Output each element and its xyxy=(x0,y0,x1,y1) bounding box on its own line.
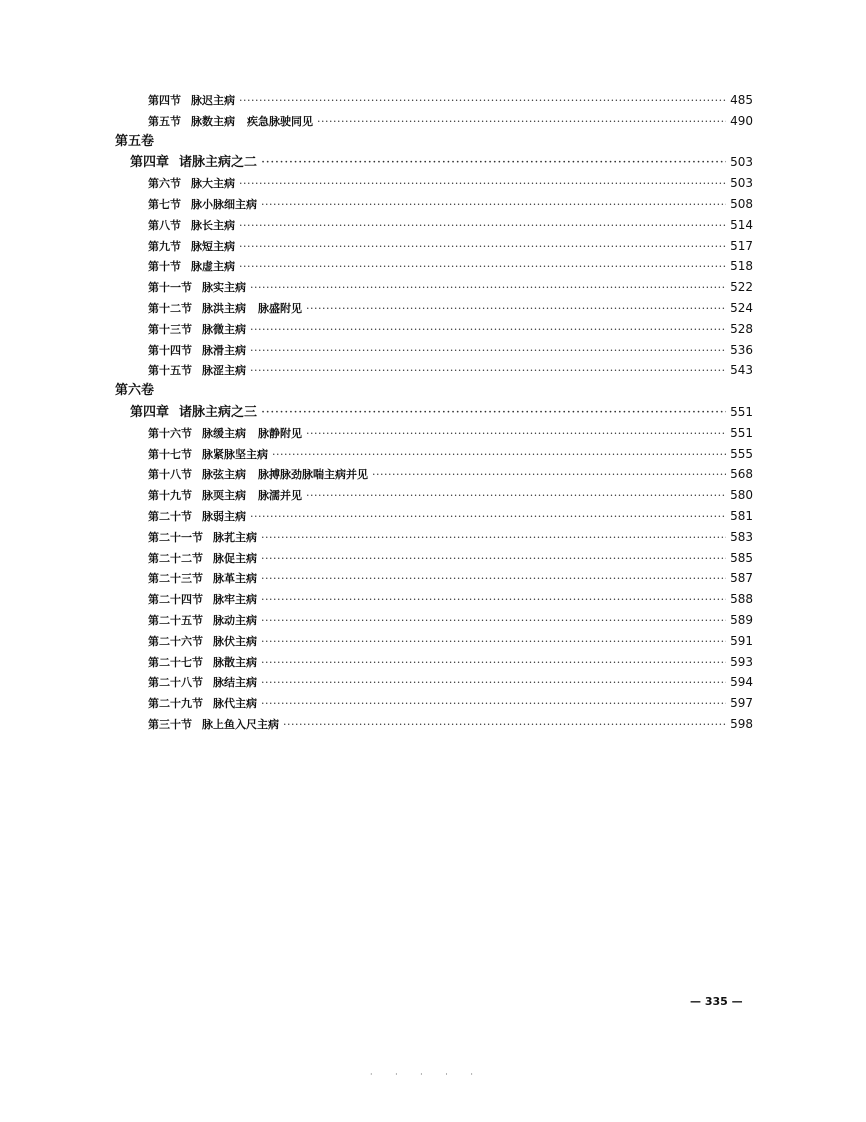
entry-page-number: 583 xyxy=(730,529,753,544)
entry-page-number: 555 xyxy=(730,446,753,461)
entry-title: 脉革主病 xyxy=(213,572,257,586)
entry-number: 第八节 xyxy=(148,218,181,232)
leader-dots xyxy=(261,153,726,173)
entry-number: 第二十八节 xyxy=(148,676,203,690)
section-entry[interactable] xyxy=(148,111,753,131)
leader-dots xyxy=(250,341,726,361)
leader-dots xyxy=(261,673,726,693)
leader-dots xyxy=(261,403,726,423)
section-entry[interactable] xyxy=(148,256,753,276)
leader-dots xyxy=(250,361,726,381)
entry-title: 脉散主病 xyxy=(213,655,257,669)
entry-number: 第二十二节 xyxy=(148,551,203,565)
entry-title: 脉芤主病 xyxy=(213,530,257,544)
entry-number: 第十四节 xyxy=(148,343,192,357)
section-entry[interactable] xyxy=(148,693,753,713)
entry-title: 脉结主病 xyxy=(213,676,257,690)
leader-dots xyxy=(261,632,726,652)
section-entry[interactable] xyxy=(148,173,753,193)
entry-title: 脉短主病 xyxy=(191,239,235,253)
entry-number: 第四章 xyxy=(130,405,170,420)
entry-title: 脉大主病 xyxy=(191,177,235,191)
section-entry[interactable] xyxy=(148,568,753,588)
entry-page-number: 503 xyxy=(730,176,753,191)
section-entry[interactable] xyxy=(148,319,753,339)
entry-number: 第十七节 xyxy=(148,447,192,461)
entry-number: 第二十六节 xyxy=(148,634,203,648)
entry-note: 脉盛附见 xyxy=(258,302,302,315)
entry-page-number: 485 xyxy=(730,93,753,107)
entry-title: 脉伏主病 xyxy=(213,634,257,648)
entry-number: 第四章 xyxy=(130,155,170,171)
entry-page-number: 503 xyxy=(730,155,753,170)
leader-dots xyxy=(250,278,726,298)
section-entry[interactable] xyxy=(148,527,753,547)
entry-title: 脉耎主病 xyxy=(202,489,246,503)
leader-dots xyxy=(283,715,726,735)
entry-page-number: 508 xyxy=(730,197,753,211)
entry-number: 第九节 xyxy=(148,239,181,253)
entry-page-number: 585 xyxy=(730,550,753,565)
entry-title: 脉微主病 xyxy=(202,322,246,336)
leader-dots xyxy=(306,424,726,444)
entry-title: 脉涩主病 xyxy=(202,364,246,378)
section-entry[interactable] xyxy=(148,194,753,214)
section-entry[interactable] xyxy=(148,464,753,484)
leader-dots xyxy=(261,694,726,714)
entry-title: 脉滑主病 xyxy=(202,343,246,357)
entry-page-number: 551 xyxy=(730,405,753,419)
entry-page-number: 490 xyxy=(730,113,753,128)
section-entry[interactable] xyxy=(148,672,753,692)
leader-dots xyxy=(306,486,726,506)
section-entry[interactable] xyxy=(148,485,753,505)
entry-page-number: 514 xyxy=(730,217,753,232)
entry-number: 第十二节 xyxy=(148,302,192,315)
entry-note: 脉搏脉劲脉喘主病并见 xyxy=(258,468,368,482)
entry-number: 第二十四节 xyxy=(148,593,203,607)
entry-number: 第二十一节 xyxy=(148,530,203,544)
leader-dots xyxy=(317,112,726,132)
entry-number: 第十九节 xyxy=(148,489,192,503)
entry-number: 第四节 xyxy=(148,94,181,107)
entry-page-number: 580 xyxy=(730,488,753,503)
leader-dots xyxy=(239,174,726,194)
entry-page-number: 543 xyxy=(730,363,753,378)
chapter-entry[interactable] xyxy=(130,402,753,422)
entry-note: 疾急脉驶同见 xyxy=(247,114,313,128)
entry-page-number: 589 xyxy=(730,613,753,627)
entry-title: 脉小脉细主病 xyxy=(191,198,257,211)
entry-title: 脉长主病 xyxy=(191,218,235,232)
entry-page-number: 588 xyxy=(730,592,753,607)
entry-page-number: 524 xyxy=(730,301,753,315)
page-number: — 335 — xyxy=(690,995,743,1008)
section-entry[interactable] xyxy=(148,340,753,360)
entry-title: 脉弱主病 xyxy=(202,510,246,523)
section-entry[interactable] xyxy=(148,506,753,526)
section-entry[interactable] xyxy=(148,236,753,256)
entry-number: 第二十节 xyxy=(148,510,192,523)
chapter-entry[interactable] xyxy=(130,152,753,172)
entry-number: 第十六节 xyxy=(148,426,192,440)
entry-number: 第二十三节 xyxy=(148,572,203,586)
entry-page-number: 597 xyxy=(730,696,753,711)
volume-heading: 第五卷 xyxy=(115,133,155,149)
entry-page-number: 593 xyxy=(730,654,753,669)
entry-title: 脉缓主病 xyxy=(202,426,246,440)
leader-dots xyxy=(261,195,726,215)
section-entry[interactable] xyxy=(148,652,753,672)
leader-dots xyxy=(306,299,726,319)
entry-title: 脉洪主病 xyxy=(202,302,246,315)
volume-heading: 第六卷 xyxy=(115,383,155,399)
section-entry[interactable] xyxy=(148,610,753,630)
entry-page-number: 598 xyxy=(730,717,753,731)
section-entry[interactable] xyxy=(148,714,753,734)
entry-title: 脉促主病 xyxy=(213,551,257,565)
leader-dots xyxy=(272,445,726,465)
entry-note: 脉濡并见 xyxy=(258,489,302,503)
section-entry[interactable] xyxy=(148,277,753,297)
leader-dots xyxy=(239,216,726,236)
entry-number: 第二十七节 xyxy=(148,655,203,669)
entry-page-number: 591 xyxy=(730,633,753,648)
entry-note: 脉静附见 xyxy=(258,426,302,440)
entry-title: 脉弦主病 xyxy=(202,468,246,482)
entry-title: 脉数主病 xyxy=(191,114,235,128)
section-entry[interactable] xyxy=(148,360,753,380)
entry-title: 诸脉主病之二 xyxy=(179,155,258,171)
entry-number: 第五节 xyxy=(148,114,181,128)
entry-title: 脉代主病 xyxy=(213,697,257,711)
entry-number: 第十八节 xyxy=(148,468,192,482)
entry-title: 脉上鱼入尺主病 xyxy=(202,718,279,731)
section-entry[interactable] xyxy=(148,589,753,609)
entry-title: 脉实主病 xyxy=(202,281,246,295)
entry-number: 第十节 xyxy=(148,260,181,274)
entry-page-number: 587 xyxy=(730,571,753,586)
entry-page-number: 528 xyxy=(730,321,753,336)
leader-dots xyxy=(261,569,726,589)
section-entry[interactable] xyxy=(148,423,753,443)
entry-page-number: 522 xyxy=(730,280,753,295)
entry-number: 第六节 xyxy=(148,177,181,191)
entry-title: 脉迟主病 xyxy=(191,94,235,107)
leader-dots xyxy=(261,590,726,610)
entry-title: 脉牢主病 xyxy=(213,593,257,607)
entry-page-number: 518 xyxy=(730,259,753,274)
leader-dots xyxy=(250,320,726,340)
leader-dots xyxy=(261,528,726,548)
entry-number: 第三十节 xyxy=(148,718,192,731)
entry-page-number: 536 xyxy=(730,342,753,357)
scan-specks: · · · · · xyxy=(370,1070,483,1079)
leader-dots xyxy=(261,611,726,631)
section-entry[interactable] xyxy=(148,215,753,235)
section-entry[interactable] xyxy=(148,548,753,568)
entry-page-number: 551 xyxy=(730,425,753,440)
section-entry[interactable] xyxy=(148,444,753,464)
section-entry[interactable] xyxy=(148,90,753,110)
entry-number: 第七节 xyxy=(148,198,181,211)
entry-number: 第十五节 xyxy=(148,364,192,378)
entry-number: 第二十五节 xyxy=(148,614,203,627)
leader-dots xyxy=(239,257,726,277)
entry-page-number: 581 xyxy=(730,509,753,523)
entry-number: 第十一节 xyxy=(148,281,192,295)
entry-title: 诸脉主病之三 xyxy=(179,405,258,420)
entry-title: 脉虚主病 xyxy=(191,260,235,274)
entry-page-number: 594 xyxy=(730,675,753,690)
entry-title: 脉动主病 xyxy=(213,614,257,627)
section-entry[interactable] xyxy=(148,631,753,651)
entry-title: 脉紧脉坚主病 xyxy=(202,447,268,461)
leader-dots xyxy=(261,653,726,673)
entry-page-number: 517 xyxy=(730,238,753,253)
entry-number: 第十三节 xyxy=(148,322,192,336)
leader-dots xyxy=(261,549,726,569)
entry-page-number: 568 xyxy=(730,467,753,482)
entry-number: 第二十九节 xyxy=(148,697,203,711)
section-entry[interactable] xyxy=(148,298,753,318)
leader-dots xyxy=(239,237,726,257)
leader-dots xyxy=(239,91,726,111)
leader-dots xyxy=(250,507,726,527)
leader-dots xyxy=(372,465,726,485)
